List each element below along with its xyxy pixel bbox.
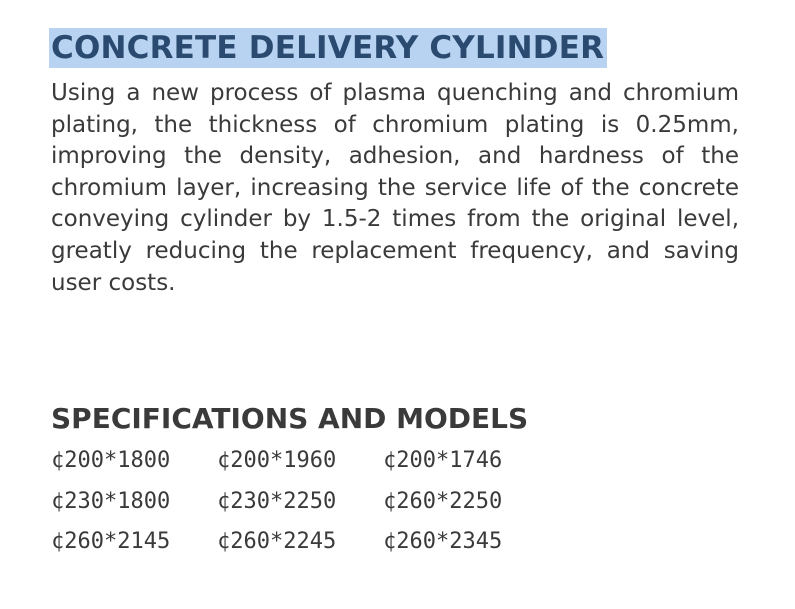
- model-item: ¢260*2250: [383, 488, 503, 514]
- model-item: ¢260*2245: [217, 529, 337, 554]
- model-item: ¢260*2345: [383, 529, 503, 554]
- model-item: ¢200*1746: [383, 448, 503, 473]
- product-description: Using a new process of plasma quenching and chromium plating, the thickness of chromium plating is 0.25mm, improving the density, adhesion, and hardness of the chromium layer, increasing the service life of the concrete conveying cylinder by 1.5-2 times from the original level, greatly reducing the replacement frequency, and saving user costs.: [51, 80, 739, 296]
- model-item: ¢200*1800: [51, 448, 171, 473]
- models-grid: [51, 443, 571, 565]
- model-item: ¢260*2145: [51, 529, 171, 554]
- title-highlight: [49, 28, 607, 68]
- specifications-heading: SPECIFICATIONS AND MODELS: [51, 402, 529, 435]
- model-item: ¢200*1960: [217, 448, 337, 473]
- model-item: ¢230*1800: [51, 488, 171, 514]
- model-item: ¢230*2250: [217, 488, 337, 514]
- page-title: CONCRETE DELIVERY CYLINDER: [51, 30, 605, 66]
